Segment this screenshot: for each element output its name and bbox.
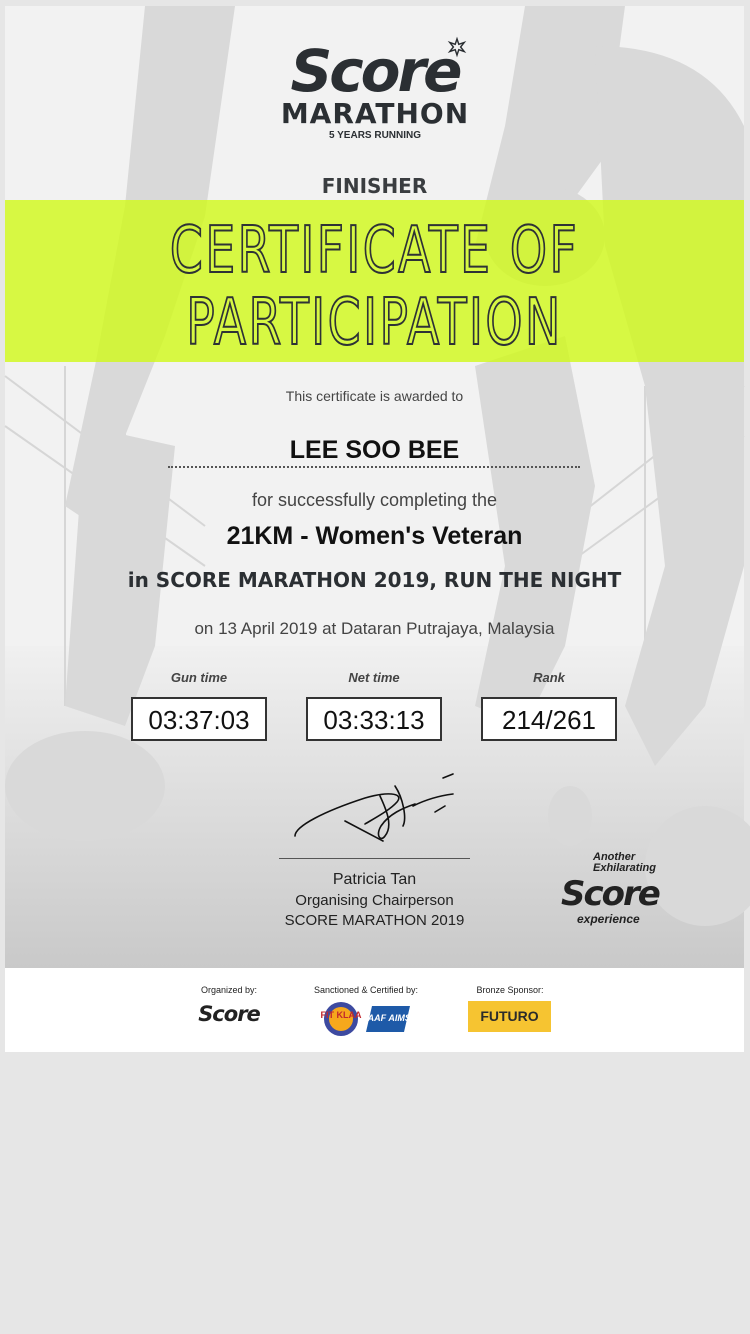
- logo-tagline: 5 YEARS RUNNING: [328, 130, 422, 141]
- gun-time-value: 03:37:03: [131, 697, 267, 741]
- sponsor-footer: [5, 968, 744, 1052]
- recipient-name: LEE SOO BEE: [289, 436, 460, 464]
- badge-line3: experience: [577, 912, 640, 926]
- another-exhilarating-score-badge: [553, 852, 673, 932]
- starburst-icon: [448, 38, 466, 56]
- badge-line2: Exhilarating: [593, 862, 656, 874]
- event-name: in SCORE MARATHON 2019, RUN THE NIGHT: [127, 568, 622, 592]
- completing-text: for successfully completing the: [251, 490, 498, 510]
- signature-image: [285, 766, 465, 846]
- certificate-title-line1: CERTIFICATE OF: [169, 214, 580, 288]
- awarded-to-text: This certificate is awarded to: [285, 388, 464, 404]
- score-marathon-logo: [5, 6, 744, 166]
- fit-klaa-logo-icon: [320, 1001, 362, 1037]
- race-category: 21KM - Women's Veteran: [226, 522, 523, 550]
- iaaf-aims-logo-text: IAAF AIMS: [365, 1013, 411, 1023]
- signatory-name: Patricia Tan: [332, 871, 417, 888]
- fit-klaa-logo-text: FIT KLAA: [320, 1010, 362, 1020]
- certificate: [5, 6, 744, 1052]
- bronze-sponsor-label: Bronze Sponsor:: [476, 985, 544, 995]
- net-time-value: 03:33:13: [306, 697, 442, 741]
- signatory-org: SCORE MARATHON 2019: [284, 912, 465, 929]
- signature-line: [279, 858, 470, 859]
- name-dotted-line: [168, 466, 580, 468]
- event-date-venue: on 13 April 2019 at Dataran Putrajaya, Malaysia: [194, 619, 555, 638]
- rank-value: 214/261: [481, 697, 617, 741]
- signatory-role: Organising Chairperson: [295, 892, 454, 909]
- logo-score-wordmark: Score: [290, 37, 460, 105]
- iaaf-aims-logo-icon: [366, 1004, 411, 1034]
- gun-time-label: Gun time: [170, 670, 228, 685]
- badge-score-wordmark: Score: [561, 874, 659, 914]
- certificate-title-line2: PARTICIPATION: [186, 286, 563, 360]
- net-time-label: Net time: [348, 670, 400, 685]
- sanctioned-label: Sanctioned & Certified by:: [313, 985, 419, 995]
- futuro-sponsor-logo: FUTURO: [468, 1001, 551, 1032]
- organizer-score-logo: Score: [198, 1002, 260, 1026]
- badge-line1: Another: [593, 851, 636, 863]
- finisher-heading: FINISHER: [321, 174, 428, 198]
- logo-marathon-text: MARATHON: [280, 97, 470, 130]
- organized-by-label: Organized by:: [200, 985, 258, 995]
- rank-label: Rank: [533, 670, 565, 685]
